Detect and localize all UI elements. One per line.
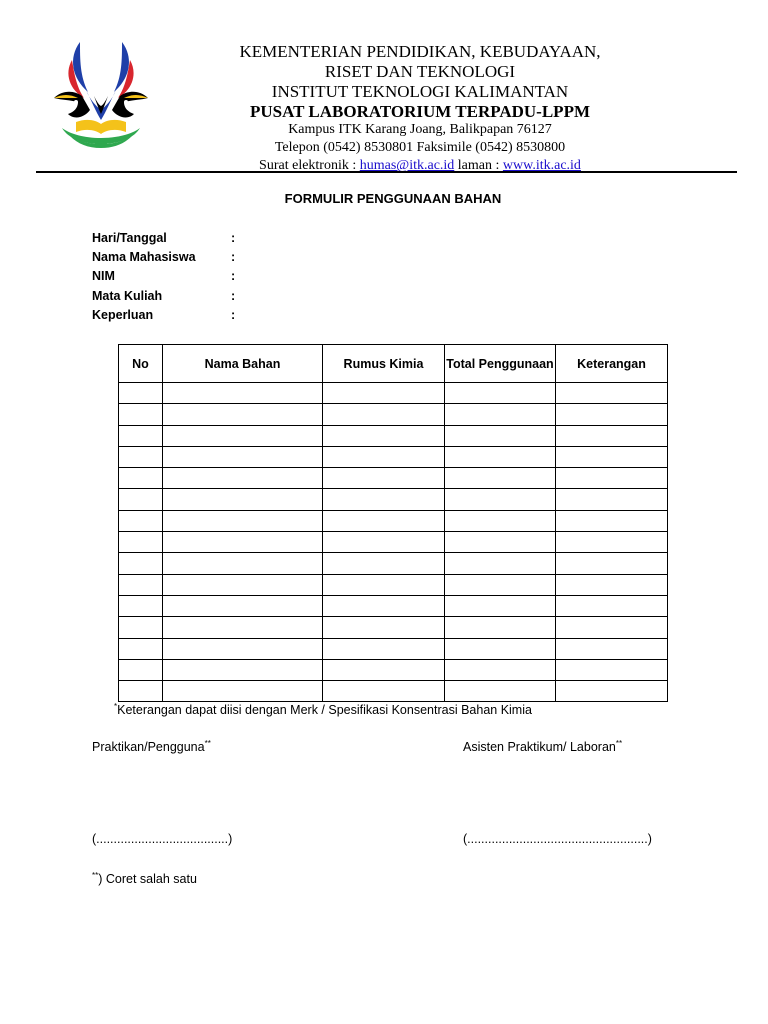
table-cell[interactable] xyxy=(323,681,445,702)
table-cell[interactable] xyxy=(445,532,556,553)
table-cell[interactable] xyxy=(163,553,323,574)
table-cell[interactable] xyxy=(445,681,556,702)
table-cell[interactable] xyxy=(556,510,668,531)
table-cell[interactable] xyxy=(119,446,163,467)
table-cell[interactable] xyxy=(119,659,163,680)
email-label: Surat elektronik : xyxy=(259,158,360,173)
table-cell[interactable] xyxy=(163,446,323,467)
field-label: NIM xyxy=(92,269,115,284)
table-cell[interactable] xyxy=(119,510,163,531)
table-cell[interactable] xyxy=(119,574,163,595)
col-header-total-penggunaan: Total Penggunaan xyxy=(445,345,556,383)
table-row xyxy=(119,681,668,702)
address: Kampus ITK Karang Joang, Balikpapan 76127 xyxy=(288,122,552,137)
table-cell[interactable] xyxy=(119,617,163,638)
signature-right-label xyxy=(463,739,622,754)
right-label: Asisten Praktikum/ Laboran xyxy=(463,740,616,755)
table-cell[interactable] xyxy=(556,489,668,510)
table-row xyxy=(119,532,668,553)
itk-logo xyxy=(50,40,152,152)
table-cell[interactable] xyxy=(323,446,445,467)
table-cell[interactable] xyxy=(445,404,556,425)
info-fields xyxy=(92,231,392,327)
material-table xyxy=(118,344,668,702)
table-row xyxy=(119,574,668,595)
table-cell[interactable] xyxy=(445,489,556,510)
table-body xyxy=(119,383,668,702)
col-header-keterangan: Keterangan xyxy=(556,345,668,383)
table-cell[interactable] xyxy=(323,425,445,446)
table-cell[interactable] xyxy=(119,638,163,659)
left-label: Praktikan/Pengguna xyxy=(92,740,205,755)
table-cell[interactable] xyxy=(556,681,668,702)
table-cell[interactable] xyxy=(323,659,445,680)
table-row xyxy=(119,617,668,638)
field-colon: : xyxy=(231,231,236,245)
signature-right-line: (....................................................) xyxy=(463,832,652,846)
table-cell[interactable] xyxy=(119,532,163,553)
table-cell[interactable] xyxy=(119,595,163,616)
table-cell[interactable] xyxy=(163,681,323,702)
table-cell[interactable] xyxy=(163,595,323,616)
table-row xyxy=(119,553,668,574)
table-cell[interactable] xyxy=(119,489,163,510)
table-note xyxy=(114,702,532,717)
table-row xyxy=(119,659,668,680)
table-cell[interactable] xyxy=(323,595,445,616)
field-keperluan xyxy=(92,308,392,327)
note-mark: * xyxy=(114,702,118,711)
table-cell[interactable] xyxy=(119,404,163,425)
table-cell[interactable] xyxy=(163,638,323,659)
website-link[interactable]: www.itk.ac.id xyxy=(502,158,581,173)
ministry-name: KEMENTERIAN PENDIDIKAN, KEBUDAYAAN, xyxy=(239,42,601,61)
field-label: Mata Kuliah xyxy=(92,288,163,303)
table-row xyxy=(119,404,668,425)
table-cell[interactable] xyxy=(556,532,668,553)
footnote-mark: ** xyxy=(92,871,99,880)
table-cell[interactable] xyxy=(323,553,445,574)
note-text: Keterangan dapat diisi dengan Merk / Spesifikasi Konsentrasi Bahan Kimia xyxy=(117,703,532,718)
table-cell[interactable] xyxy=(323,404,445,425)
table-cell[interactable] xyxy=(445,659,556,680)
field-label: Nama Mahasiswa xyxy=(92,250,196,265)
table-cell[interactable] xyxy=(556,595,668,616)
web-label: laman : xyxy=(454,158,503,173)
table-cell[interactable] xyxy=(445,617,556,638)
table-cell[interactable] xyxy=(556,446,668,467)
field-colon: : xyxy=(231,269,236,284)
field-nama-mahasiswa xyxy=(92,250,392,269)
col-header-nama-bahan: Nama Bahan xyxy=(163,345,323,383)
col-header-no: No xyxy=(119,345,163,383)
phone: Telepon (0542) 8530801 Faksimile (0542) 8530800 xyxy=(274,140,566,155)
table-cell[interactable] xyxy=(556,383,668,404)
signature-left-label xyxy=(92,739,211,754)
table-cell[interactable] xyxy=(163,510,323,531)
table-header-row xyxy=(119,345,668,383)
table-cell[interactable] xyxy=(119,681,163,702)
table-cell[interactable] xyxy=(445,638,556,659)
table-row xyxy=(119,446,668,467)
table-cell[interactable] xyxy=(445,425,556,446)
table-row xyxy=(119,425,668,446)
table-cell[interactable] xyxy=(163,659,323,680)
table-cell[interactable] xyxy=(445,574,556,595)
email-link[interactable]: humas@itk.ac.id xyxy=(359,158,455,173)
ministry-name-cont: RISET DAN TEKNOLOGI xyxy=(324,62,516,81)
field-colon: : xyxy=(231,250,236,265)
field-mata-kuliah xyxy=(92,289,392,308)
table-cell[interactable] xyxy=(163,468,323,489)
table-row xyxy=(119,638,668,659)
table-row xyxy=(119,383,668,404)
table-cell[interactable] xyxy=(163,425,323,446)
table-cell[interactable] xyxy=(556,425,668,446)
table-cell[interactable] xyxy=(119,553,163,574)
table-cell[interactable] xyxy=(323,638,445,659)
footnote xyxy=(92,871,197,886)
table-cell[interactable] xyxy=(445,446,556,467)
field-label: Keperluan xyxy=(92,307,154,322)
header-divider xyxy=(36,171,737,173)
table-cell[interactable] xyxy=(323,617,445,638)
table-cell[interactable] xyxy=(163,383,323,404)
table-cell[interactable] xyxy=(323,532,445,553)
field-label: Hari/Tanggal xyxy=(92,231,167,245)
table-row xyxy=(119,489,668,510)
table-cell[interactable] xyxy=(119,425,163,446)
table-cell[interactable] xyxy=(163,617,323,638)
table-cell[interactable] xyxy=(556,404,668,425)
table-cell[interactable] xyxy=(163,574,323,595)
table-cell[interactable] xyxy=(556,574,668,595)
lab-name: PUSAT LABORATORIUM TERPADU-LPPM xyxy=(249,102,591,121)
field-colon: : xyxy=(231,307,236,322)
table-cell[interactable] xyxy=(556,659,668,680)
table-cell[interactable] xyxy=(163,532,323,553)
table-cell[interactable] xyxy=(556,553,668,574)
table-cell[interactable] xyxy=(163,404,323,425)
field-nim xyxy=(92,269,392,288)
signature-left-line: (......................................) xyxy=(92,832,233,846)
table-cell[interactable] xyxy=(445,468,556,489)
table-cell[interactable] xyxy=(323,574,445,595)
form-title: FORMULIR PENGGUNAAN BAHAN xyxy=(284,191,502,206)
table-cell[interactable] xyxy=(445,553,556,574)
institute-name: INSTITUT TEKNOLOGI KALIMANTAN xyxy=(271,82,569,101)
table-row xyxy=(119,595,668,616)
table-row xyxy=(119,510,668,531)
table-cell[interactable] xyxy=(556,638,668,659)
table-cell[interactable] xyxy=(323,468,445,489)
table-cell[interactable] xyxy=(119,383,163,404)
letterhead xyxy=(170,42,670,175)
table-row xyxy=(119,468,668,489)
field-colon: : xyxy=(231,288,236,303)
table-cell[interactable] xyxy=(445,595,556,616)
left-mark: ** xyxy=(204,739,211,748)
col-header-rumus-kimia: Rumus Kimia xyxy=(323,345,445,383)
table-cell[interactable] xyxy=(556,617,668,638)
table-cell[interactable] xyxy=(323,383,445,404)
table-cell[interactable] xyxy=(119,468,163,489)
right-mark: ** xyxy=(615,739,623,748)
table-cell[interactable] xyxy=(163,489,323,510)
table-cell[interactable] xyxy=(556,468,668,489)
table-cell[interactable] xyxy=(323,510,445,531)
table-cell[interactable] xyxy=(445,510,556,531)
footnote-text: ) Coret salah satu xyxy=(98,872,197,887)
table-cell[interactable] xyxy=(445,383,556,404)
field-hari-tanggal xyxy=(92,231,392,250)
table-cell[interactable] xyxy=(323,489,445,510)
